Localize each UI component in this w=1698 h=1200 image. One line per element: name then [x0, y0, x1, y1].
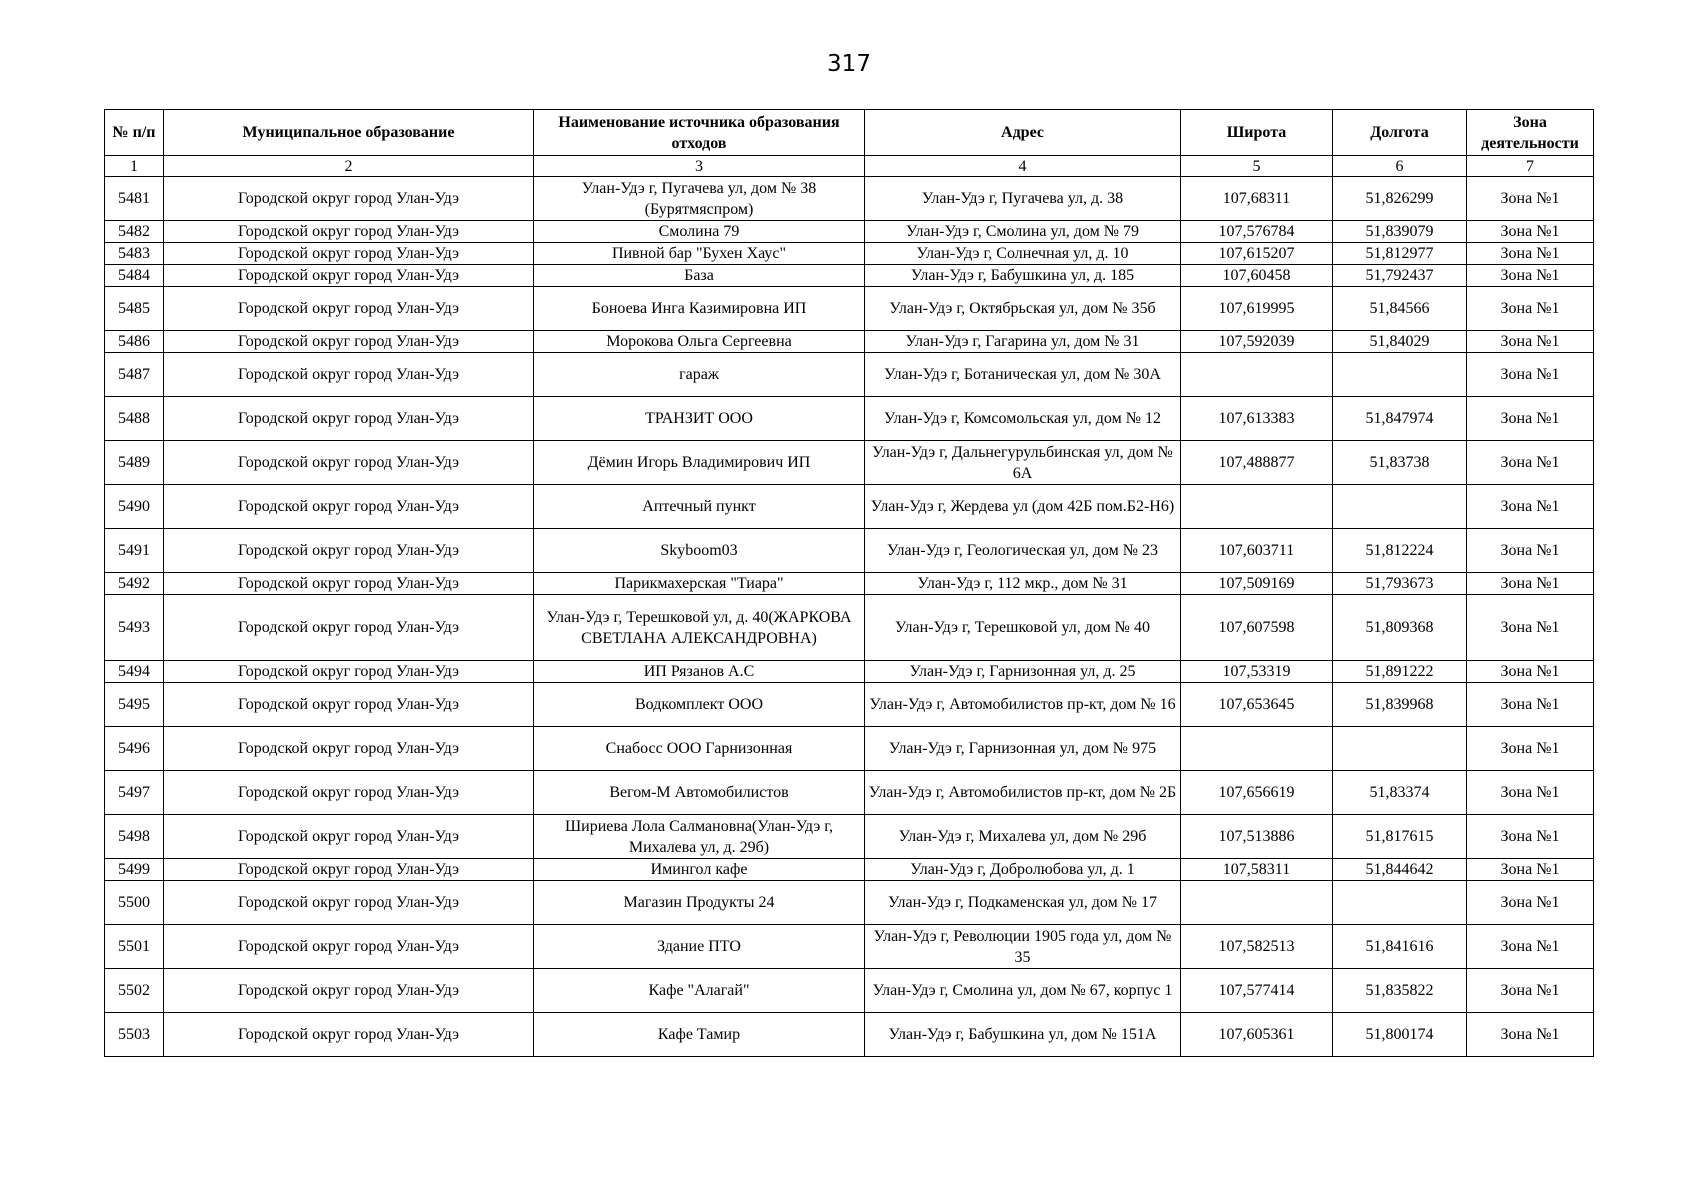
longitude-cell	[1333, 727, 1467, 771]
zone-cell: Зона №1	[1467, 595, 1594, 661]
table-row	[105, 859, 1594, 881]
zone-cell: Зона №1	[1467, 441, 1594, 485]
municipality-cell: Городской округ город Улан-Удэ	[164, 397, 534, 441]
row-number-cell: 5490	[105, 485, 164, 529]
address-cell: Улан-Удэ г, Терешковой ул, дом № 40	[865, 595, 1181, 661]
row-number-cell: 5489	[105, 441, 164, 485]
source-name-cell: ТРАНЗИТ ООО	[534, 397, 865, 441]
table-row	[105, 243, 1594, 265]
longitude-cell: 51,792437	[1333, 265, 1467, 287]
header-source-name: Наименование источника образования отходов	[534, 110, 865, 156]
latitude-cell: 107,53319	[1181, 661, 1333, 683]
zone-cell: Зона №1	[1467, 265, 1594, 287]
address-cell: Улан-Удэ г, 112 мкр., дом № 31	[865, 573, 1181, 595]
longitude-cell	[1333, 485, 1467, 529]
zone-cell: Зона №1	[1467, 485, 1594, 529]
address-cell: Улан-Удэ г, Смолина ул, дом № 79	[865, 221, 1181, 243]
row-number-cell: 5485	[105, 287, 164, 331]
address-cell: Улан-Удэ г, Ботаническая ул, дом № 30А	[865, 353, 1181, 397]
address-cell: Улан-Удэ г, Автомобилистов пр-кт, дом № 2Б	[865, 771, 1181, 815]
waste-sources-table	[104, 109, 1594, 1057]
address-cell: Улан-Удэ г, Гарнизонная ул, дом № 975	[865, 727, 1181, 771]
latitude-cell: 107,613383	[1181, 397, 1333, 441]
address-cell: Улан-Удэ г, Геологическая ул, дом № 23	[865, 529, 1181, 573]
zone-cell: Зона №1	[1467, 1013, 1594, 1057]
row-number-cell: 5488	[105, 397, 164, 441]
longitude-cell: 51,83374	[1333, 771, 1467, 815]
municipality-cell: Городской округ город Улан-Удэ	[164, 243, 534, 265]
row-number-cell: 5499	[105, 859, 164, 881]
row-number-cell: 5494	[105, 661, 164, 683]
table-row	[105, 265, 1594, 287]
table-row	[105, 177, 1594, 221]
row-number-cell: 5484	[105, 265, 164, 287]
source-name-cell: Смолина 79	[534, 221, 865, 243]
header-address: Адрес	[865, 110, 1181, 156]
municipality-cell: Городской округ город Улан-Удэ	[164, 727, 534, 771]
source-name-cell: Улан-Удэ г, Терешковой ул, д. 40(ЖАРКОВА СВЕТЛАНА АЛЕКСАНДРОВНА)	[534, 595, 865, 661]
source-name-cell: ИП Рязанов А.С	[534, 661, 865, 683]
longitude-cell: 51,839079	[1333, 221, 1467, 243]
column-number: 1	[105, 156, 164, 177]
latitude-cell: 107,619995	[1181, 287, 1333, 331]
source-name-cell: Здание ПТО	[534, 925, 865, 969]
address-cell: Улан-Удэ г, Гагарина ул, дом № 31	[865, 331, 1181, 353]
column-number: 5	[1181, 156, 1333, 177]
address-cell: Улан-Удэ г, Пугачева ул, д. 38	[865, 177, 1181, 221]
latitude-cell: 107,58311	[1181, 859, 1333, 881]
latitude-cell: 107,577414	[1181, 969, 1333, 1013]
address-cell: Улан-Удэ г, Смолина ул, дом № 67, корпус 1	[865, 969, 1181, 1013]
latitude-cell: 107,656619	[1181, 771, 1333, 815]
latitude-cell: 107,582513	[1181, 925, 1333, 969]
address-cell: Улан-Удэ г, Добролюбова ул, д. 1	[865, 859, 1181, 881]
zone-cell: Зона №1	[1467, 397, 1594, 441]
address-cell: Улан-Удэ г, Подкаменская ул, дом № 17	[865, 881, 1181, 925]
source-name-cell: Дёмин Игорь Владимирович ИП	[534, 441, 865, 485]
source-name-cell: Парикмахерская "Тиара"	[534, 573, 865, 595]
municipality-cell: Городской округ город Улан-Удэ	[164, 441, 534, 485]
table-row	[105, 683, 1594, 727]
table-row	[105, 969, 1594, 1013]
zone-cell: Зона №1	[1467, 881, 1594, 925]
municipality-cell: Городской округ город Улан-Удэ	[164, 661, 534, 683]
zone-cell: Зона №1	[1467, 243, 1594, 265]
table-row	[105, 815, 1594, 859]
source-name-cell: Кафе Тамир	[534, 1013, 865, 1057]
longitude-cell: 51,84566	[1333, 287, 1467, 331]
header-zone: Зона деятельности	[1467, 110, 1594, 156]
municipality-cell: Городской округ город Улан-Удэ	[164, 265, 534, 287]
municipality-cell: Городской округ город Улан-Удэ	[164, 595, 534, 661]
column-numbers-row	[105, 156, 1594, 177]
source-name-cell: Кафе "Алагай"	[534, 969, 865, 1013]
municipality-cell: Городской округ город Улан-Удэ	[164, 683, 534, 727]
table-row	[105, 595, 1594, 661]
column-number: 6	[1333, 156, 1467, 177]
source-name-cell: Снабосс ООО Гарнизонная	[534, 727, 865, 771]
longitude-cell	[1333, 353, 1467, 397]
municipality-cell: Городской округ город Улан-Удэ	[164, 353, 534, 397]
latitude-cell: 107,605361	[1181, 1013, 1333, 1057]
row-number-cell: 5503	[105, 1013, 164, 1057]
header-latitude: Широта	[1181, 110, 1333, 156]
latitude-cell: 107,509169	[1181, 573, 1333, 595]
address-cell: Улан-Удэ г, Солнечная ул, д. 10	[865, 243, 1181, 265]
header-longitude: Долгота	[1333, 110, 1467, 156]
longitude-cell: 51,847974	[1333, 397, 1467, 441]
column-number: 2	[164, 156, 534, 177]
zone-cell: Зона №1	[1467, 969, 1594, 1013]
zone-cell: Зона №1	[1467, 727, 1594, 771]
longitude-cell: 51,800174	[1333, 1013, 1467, 1057]
longitude-cell: 51,812977	[1333, 243, 1467, 265]
address-cell: Улан-Удэ г, Бабушкина ул, дом № 151А	[865, 1013, 1181, 1057]
latitude-cell: 107,60458	[1181, 265, 1333, 287]
table-row	[105, 287, 1594, 331]
zone-cell: Зона №1	[1467, 353, 1594, 397]
longitude-cell: 51,84029	[1333, 331, 1467, 353]
table-header-row	[105, 110, 1594, 156]
zone-cell: Зона №1	[1467, 661, 1594, 683]
municipality-cell: Городской округ город Улан-Удэ	[164, 815, 534, 859]
table-row	[105, 485, 1594, 529]
latitude-cell	[1181, 881, 1333, 925]
longitude-cell: 51,812224	[1333, 529, 1467, 573]
table-row	[105, 661, 1594, 683]
source-name-cell: Пивной бар "Бухен Хаус"	[534, 243, 865, 265]
table-row	[105, 353, 1594, 397]
municipality-cell: Городской округ город Улан-Удэ	[164, 331, 534, 353]
latitude-cell: 107,576784	[1181, 221, 1333, 243]
latitude-cell	[1181, 485, 1333, 529]
zone-cell: Зона №1	[1467, 925, 1594, 969]
column-number: 3	[534, 156, 865, 177]
address-cell: Улан-Удэ г, Комсомольская ул, дом № 12	[865, 397, 1181, 441]
municipality-cell: Городской округ город Улан-Удэ	[164, 221, 534, 243]
row-number-cell: 5481	[105, 177, 164, 221]
row-number-cell: 5498	[105, 815, 164, 859]
address-cell: Улан-Удэ г, Гарнизонная ул, д. 25	[865, 661, 1181, 683]
longitude-cell	[1333, 881, 1467, 925]
column-number: 7	[1467, 156, 1594, 177]
municipality-cell: Городской округ город Улан-Удэ	[164, 771, 534, 815]
table-row	[105, 397, 1594, 441]
longitude-cell: 51,844642	[1333, 859, 1467, 881]
address-cell: Улан-Удэ г, Михалева ул, дом № 29б	[865, 815, 1181, 859]
zone-cell: Зона №1	[1467, 287, 1594, 331]
address-cell: Улан-Удэ г, Октябрьская ул, дом № 35б	[865, 287, 1181, 331]
row-number-cell: 5487	[105, 353, 164, 397]
row-number-cell: 5492	[105, 573, 164, 595]
municipality-cell: Городской округ город Улан-Удэ	[164, 529, 534, 573]
source-name-cell: База	[534, 265, 865, 287]
table-row	[105, 331, 1594, 353]
row-number-cell: 5493	[105, 595, 164, 661]
table-row	[105, 727, 1594, 771]
municipality-cell: Городской округ город Улан-Удэ	[164, 287, 534, 331]
header-municipality: Муниципальное образование	[164, 110, 534, 156]
row-number-cell: 5501	[105, 925, 164, 969]
zone-cell: Зона №1	[1467, 573, 1594, 595]
longitude-cell: 51,83738	[1333, 441, 1467, 485]
source-name-cell: гараж	[534, 353, 865, 397]
row-number-cell: 5482	[105, 221, 164, 243]
source-name-cell: Улан-Удэ г, Пугачева ул, дом № 38 (Бурятмяспром)	[534, 177, 865, 221]
latitude-cell	[1181, 353, 1333, 397]
row-number-cell: 5495	[105, 683, 164, 727]
latitude-cell: 107,592039	[1181, 331, 1333, 353]
longitude-cell: 51,839968	[1333, 683, 1467, 727]
latitude-cell	[1181, 727, 1333, 771]
municipality-cell: Городской округ город Улан-Удэ	[164, 573, 534, 595]
source-name-cell: Морокова Ольга Сергеевна	[534, 331, 865, 353]
source-name-cell: Имингол кафе	[534, 859, 865, 881]
page-number: 317	[827, 51, 871, 77]
row-number-cell: 5502	[105, 969, 164, 1013]
municipality-cell: Городской округ город Улан-Удэ	[164, 485, 534, 529]
latitude-cell: 107,488877	[1181, 441, 1333, 485]
source-name-cell: Вегом-М Автомобилистов	[534, 771, 865, 815]
source-name-cell: Шириева Лола Салмановна(Улан-Удэ г, Михалева ул, д. 29б)	[534, 815, 865, 859]
source-name-cell: Водкомплект ООО	[534, 683, 865, 727]
address-cell: Улан-Удэ г, Жердева ул (дом 42Б пом.Б2-Н6)	[865, 485, 1181, 529]
source-name-cell: Аптечный пункт	[534, 485, 865, 529]
source-name-cell: Боноева Инга Казимировна ИП	[534, 287, 865, 331]
latitude-cell: 107,615207	[1181, 243, 1333, 265]
row-number-cell: 5500	[105, 881, 164, 925]
table-row	[105, 573, 1594, 595]
table-row	[105, 771, 1594, 815]
address-cell: Улан-Удэ г, Дальнегурульбинская ул, дом № 6А	[865, 441, 1181, 485]
row-number-cell: 5483	[105, 243, 164, 265]
municipality-cell: Городской округ город Улан-Удэ	[164, 925, 534, 969]
longitude-cell: 51,841616	[1333, 925, 1467, 969]
table-row	[105, 1013, 1594, 1057]
address-cell: Улан-Удэ г, Бабушкина ул, д. 185	[865, 265, 1181, 287]
latitude-cell: 107,607598	[1181, 595, 1333, 661]
latitude-cell: 107,513886	[1181, 815, 1333, 859]
municipality-cell: Городской округ город Улан-Удэ	[164, 881, 534, 925]
zone-cell: Зона №1	[1467, 771, 1594, 815]
table-body	[105, 177, 1594, 1057]
zone-cell: Зона №1	[1467, 815, 1594, 859]
municipality-cell: Городской округ город Улан-Удэ	[164, 1013, 534, 1057]
row-number-cell: 5496	[105, 727, 164, 771]
table-row	[105, 925, 1594, 969]
source-name-cell: Skyboom03	[534, 529, 865, 573]
table-row	[105, 881, 1594, 925]
municipality-cell: Городской округ город Улан-Удэ	[164, 859, 534, 881]
latitude-cell: 107,653645	[1181, 683, 1333, 727]
zone-cell: Зона №1	[1467, 683, 1594, 727]
table-row	[105, 529, 1594, 573]
longitude-cell: 51,817615	[1333, 815, 1467, 859]
municipality-cell: Городской округ город Улан-Удэ	[164, 969, 534, 1013]
longitude-cell: 51,793673	[1333, 573, 1467, 595]
municipality-cell: Городской округ город Улан-Удэ	[164, 177, 534, 221]
zone-cell: Зона №1	[1467, 331, 1594, 353]
address-cell: Улан-Удэ г, Автомобилистов пр-кт, дом № 16	[865, 683, 1181, 727]
column-number: 4	[865, 156, 1181, 177]
latitude-cell: 107,68311	[1181, 177, 1333, 221]
source-name-cell: Магазин Продукты 24	[534, 881, 865, 925]
table-row	[105, 221, 1594, 243]
row-number-cell: 5491	[105, 529, 164, 573]
longitude-cell: 51,826299	[1333, 177, 1467, 221]
row-number-cell: 5486	[105, 331, 164, 353]
zone-cell: Зона №1	[1467, 859, 1594, 881]
longitude-cell: 51,835822	[1333, 969, 1467, 1013]
zone-cell: Зона №1	[1467, 177, 1594, 221]
header-number: № п/п	[105, 110, 164, 156]
row-number-cell: 5497	[105, 771, 164, 815]
longitude-cell: 51,809368	[1333, 595, 1467, 661]
address-cell: Улан-Удэ г, Революции 1905 года ул, дом № 35	[865, 925, 1181, 969]
zone-cell: Зона №1	[1467, 221, 1594, 243]
zone-cell: Зона №1	[1467, 529, 1594, 573]
longitude-cell: 51,891222	[1333, 661, 1467, 683]
table-row	[105, 441, 1594, 485]
latitude-cell: 107,603711	[1181, 529, 1333, 573]
